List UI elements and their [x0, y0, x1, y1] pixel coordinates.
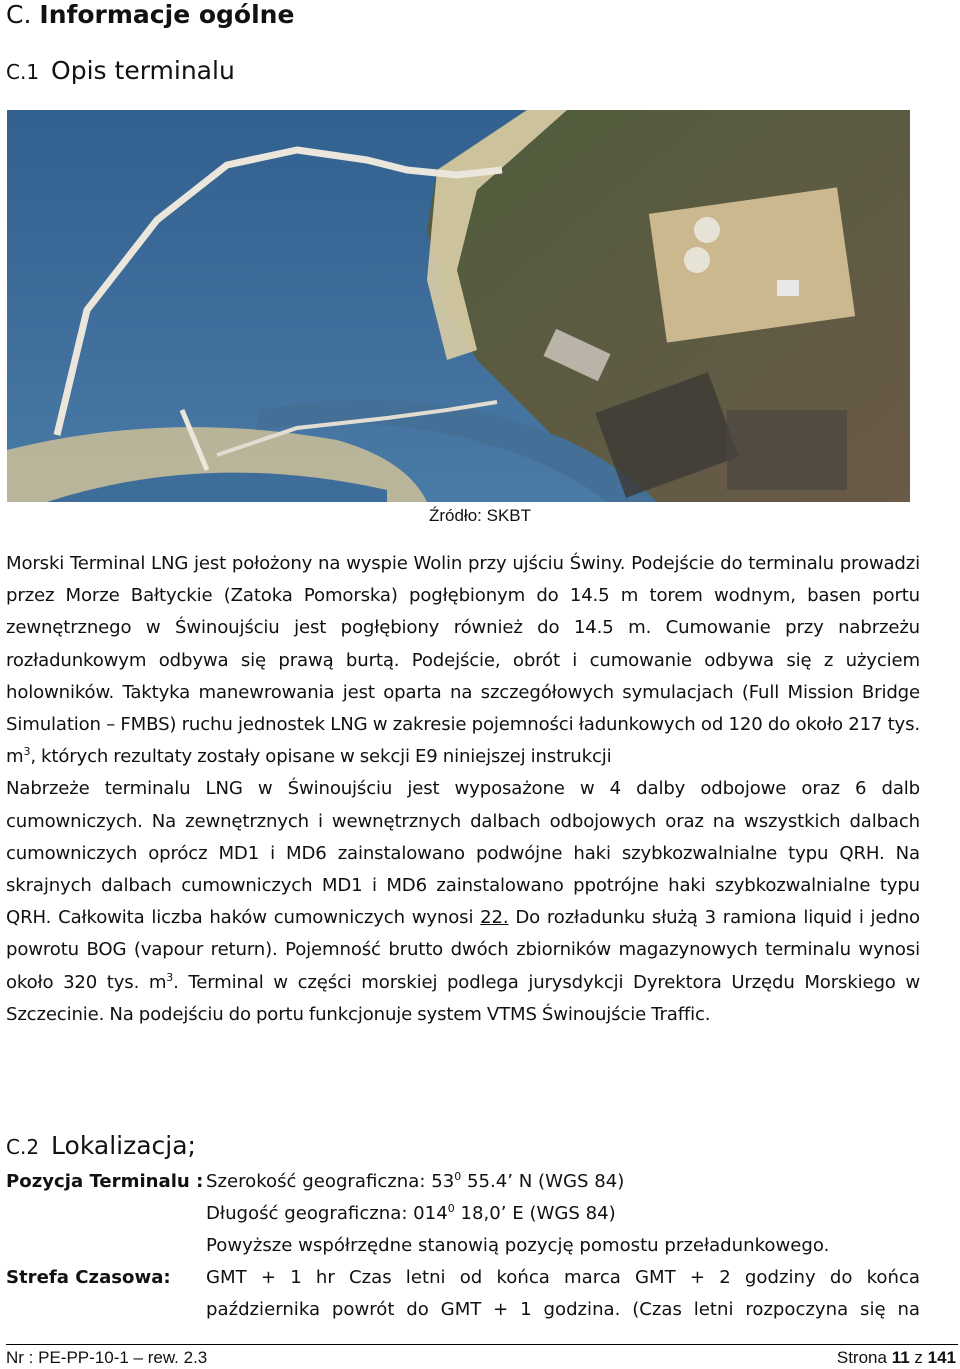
aerial-photo — [7, 110, 910, 502]
superscript: 3 — [23, 745, 31, 759]
subsection-heading-c1 — [6, 56, 235, 87]
page-separator: z — [909, 1348, 928, 1367]
timezone-line-1: GMT + 1 hr Czas letni od końca marca GMT + 2 godziny do końca — [206, 1267, 920, 1288]
paragraph-text: Morski Terminal LNG jest położony na wyspie Wolin przy ujściu Świny. Podejście do terminalu prowadzi przez Morze Bałtyckie (Zatoka Pomorska) pogłębionym do 14.5 m torem wodnym, basen portu zewnętrznego w Świnoujściu jest pogłębiony również do 14.5 m. Cumowanie przy nabrzeżu rozładunkowym odbywa się prawą burtą. Podejście, obrót i cumowanie odbywa się z użyciem holowników. Taktyka manewrowania jest oparta na szczegółowych symulacjach (Full Mission Bridge Simulation – FMBS) ruchu jednostek LNG w zakresie pojemności ładunkowych od 120 do około 217 tys. m — [6, 553, 920, 768]
page-prefix: Strona — [836, 1348, 892, 1367]
degree-superscript: 0 — [454, 1170, 462, 1183]
paragraph-terminal-location — [6, 548, 920, 773]
latitude-text: Szerokość geograficzna: 53 — [206, 1171, 455, 1192]
page-number — [837, 1347, 956, 1369]
section-number: C. — [6, 0, 32, 29]
longitude-text: Długość geograficzna: 014 — [206, 1203, 448, 1224]
subsection-number: C.2 — [6, 1135, 40, 1159]
document-number: Nr : PE-PP-10-1 – rew. 2.3 — [6, 1348, 208, 1367]
degree-superscript: 0 — [447, 1202, 455, 1215]
page-footer — [6, 1344, 958, 1367]
paragraph-terminal-equipment — [6, 773, 920, 1031]
underlined-count: 22. — [480, 907, 509, 929]
section-heading-c — [6, 0, 294, 30]
longitude-value — [206, 1198, 920, 1230]
page-total: 141 — [927, 1348, 956, 1367]
paragraph-text: Nabrzeże terminalu LNG w Świnoujściu jest wyposażone w 4 dalby odbojowe oraz 6 dalb cumowniczych. Na zewnętrznych i wewnętrznych dalbach odbojowych oraz na wszystkich dalbach cumowniczych oprócz MD1 i MD6 zainstalowano podwójne haki szybkozwalnialne typu QRH. Na skrajnych dalbach cumowniczych MD1 i MD6 zainstalowano ppotrójne haki szybkozwalnialne typu QRH. Całkowita liczba haków cumowniczych wynosi — [6, 778, 920, 929]
position-label: Pozycja Terminalu : — [6, 1171, 204, 1192]
paragraph-text: . Terminal w części morskiej podlega jurysdykcji Dyrektora Urzędu Morskiego w Szczecinie. Na podejściu do portu funkcjonuje system VTMS Świnoujście Traffic. — [6, 971, 920, 1025]
longitude-text: 18,0’ E (WGS 84) — [454, 1203, 616, 1224]
superscript: 3 — [166, 970, 174, 984]
description-text — [6, 548, 920, 1031]
subsection-title: Lokalizacja; — [51, 1131, 196, 1160]
timezone-label: Strefa Czasowa: — [6, 1267, 171, 1288]
timezone-line-2: października powrót do GMT + 1 godzina. (Czas letni rozpoczyna się na — [206, 1299, 920, 1320]
photo-caption: Źródło: SKBT — [428, 506, 532, 525]
aerial-photo-illustration — [7, 110, 910, 502]
paragraph-text: Do rozładunku służą 3 ramiona liquid i jedno powrotu BOG (vapour return). Pojemność brutto dwóch zbiorników magazynowych terminalu wynosi około 320 tys. m — [6, 907, 920, 993]
subsection-number: C.1 — [6, 60, 40, 84]
position-note: Powyższe współrzędne stanowią pozycję pomostu przeładunkowego. — [206, 1235, 830, 1256]
page-current: 11 — [891, 1348, 910, 1367]
paragraph-text: , których rezultaty zostały opisane w sekcji E9 niniejszej instrukcji — [30, 746, 612, 768]
subsection-heading-c2 — [6, 1128, 196, 1165]
latitude-value — [206, 1166, 920, 1198]
subsection-title: Opis terminalu — [51, 56, 235, 85]
latitude-text: 55.4’ N (WGS 84) — [461, 1171, 625, 1192]
section-title: Informacje ogólne — [39, 0, 295, 29]
